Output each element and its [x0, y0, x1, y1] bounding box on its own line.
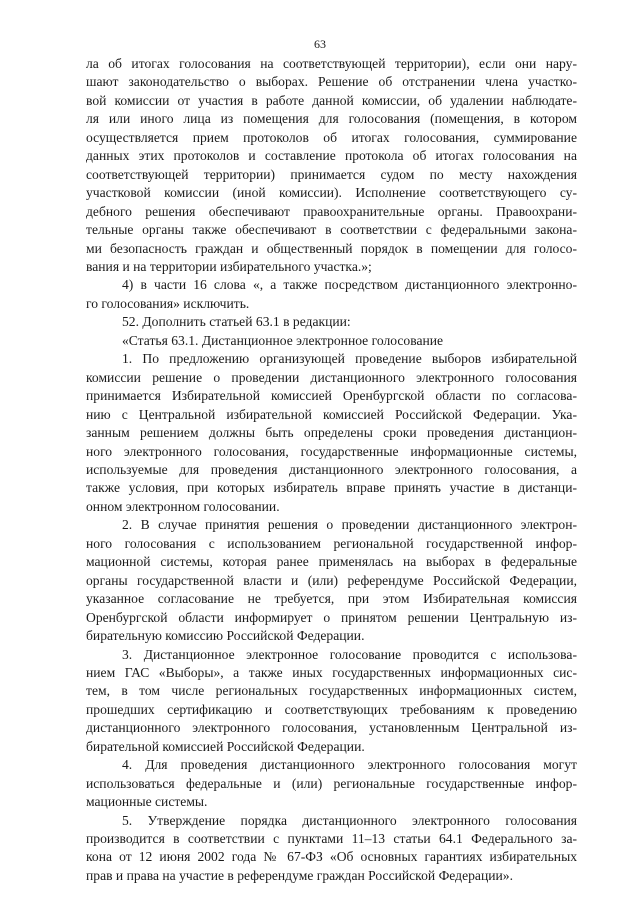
- text-line: мационные системы.: [86, 794, 208, 810]
- page-number: 63: [314, 37, 326, 51]
- text-line: «Статья 63.1. Дистанционное электронное голосование: [122, 332, 444, 348]
- text-line: занным решением должны быть определены сроки проведения дистанцион-: [86, 425, 577, 441]
- text-line: участковой комиссии (иной комиссии). Исполнение соответствующего су-: [86, 185, 577, 201]
- text-line: комиссии решение о проведении дистанционного электронного голосования: [86, 369, 577, 385]
- text-line: соответствующей территории) принимается судом по месту нахождения: [86, 166, 577, 182]
- text-line: 4. Для проведения дистанционного электронного голосования могут: [122, 757, 577, 773]
- text-line: принимается Избирательной комиссией Оренбургской области по согласова-: [86, 388, 577, 404]
- text-line: мационной системы, которая ранее применялась на выборах в федеральные: [86, 554, 577, 570]
- text-line: вой комиссии от участия в работе данной комиссии, об удалении наблюдате-: [86, 92, 577, 108]
- text-line: тем, в том числе региональных государственных информационных систем,: [86, 683, 577, 699]
- text-line: кона от 12 июня 2002 года № 67-ФЗ «Об основных гарантиях избирательных: [86, 849, 577, 865]
- text-line: данных этих протоколов и составление протокола об итогах голосования на: [86, 148, 577, 164]
- text-line: 5. Утверждение порядка дистанционного электронного голосования: [122, 812, 577, 828]
- text-line: дебного решения обеспечивают правоохранительные органы. Правоохрани-: [86, 203, 577, 219]
- text-line: дистанционного электронного голосования, установленным Центральной из-: [86, 720, 577, 736]
- text-line: ного голосования с использованием региональной государственной инфор-: [86, 535, 577, 551]
- text-line: ла об итогах голосования на соответствующей территории), если они нару-: [86, 56, 577, 71]
- text-line: ля или иного лица из помещения для голосования (помещения, в котором: [86, 111, 577, 127]
- text-line: вания и на территории избирательного участка.»;: [86, 258, 372, 274]
- text-line: бирательную комиссию Российской Федерации.: [86, 628, 365, 644]
- text-line: производится в соответствии с пунктами 11–13 статьи 64.1 Федерального за-: [86, 831, 577, 847]
- text-line: го голосования» исключить.: [86, 295, 250, 311]
- text-line: используемые для проведения дистанционного электронного голосования, а: [86, 461, 577, 477]
- text-line: органы государственной власти и (или) референдуме Российской Федерации,: [86, 572, 577, 588]
- text-line: ного электронного голосования, государственные информационные системы,: [86, 443, 577, 459]
- text-line: 1. По предложению организующей проведение выборов избирательной: [122, 351, 577, 367]
- text-line: шают законодательство о выборах. Решение об отстранении члена участко-: [86, 74, 577, 90]
- text-line: указанное согласование не требуется, при этом Избирательная комиссия: [86, 591, 577, 607]
- document-body: [86, 55, 577, 885]
- text-line: также условия, при которых избиратель вправе принять участие в дистанци-: [86, 480, 577, 496]
- text-line: нием ГАС «Выборы», а также иных государственных информационных сис-: [86, 664, 577, 680]
- text-line: нию с Центральной избирательной комиссией Российской Федерации. Ука-: [86, 406, 577, 422]
- text-line: 2. В случае принятия решения о проведении дистанционного электрон-: [122, 517, 577, 533]
- text-line: 4) в части 16 слова «, а также посредством дистанционного электронно-: [122, 277, 577, 293]
- text-line: осуществляется прием протоколов об итогах голосования, суммирование: [86, 129, 577, 145]
- text-line: прошедших сертификацию и соответствующих требованиям к проведению: [86, 701, 577, 717]
- text-line: Оренбургской области информирует о принятом решении Центральную из-: [86, 609, 577, 625]
- text-line: ми безопасность граждан и общественный порядок в помещении для голосо-: [86, 240, 577, 256]
- text-line: бирательной комиссией Российской Федерации.: [86, 738, 365, 754]
- text-line: 3. Дистанционное электронное голосование проводится с использова-: [122, 646, 577, 662]
- text-line: 52. Дополнить статьей 63.1 в редакции:: [122, 314, 351, 330]
- text-line: онном электронном голосовании.: [86, 498, 280, 514]
- text-line: прав и права на участие в референдуме граждан Российской Федерации».: [86, 867, 513, 883]
- text-line: тельные органы также обеспечивают в соответствии с федеральными закона-: [86, 222, 577, 238]
- text-line: использоваться федеральные и (или) региональные государственные инфор-: [86, 775, 577, 791]
